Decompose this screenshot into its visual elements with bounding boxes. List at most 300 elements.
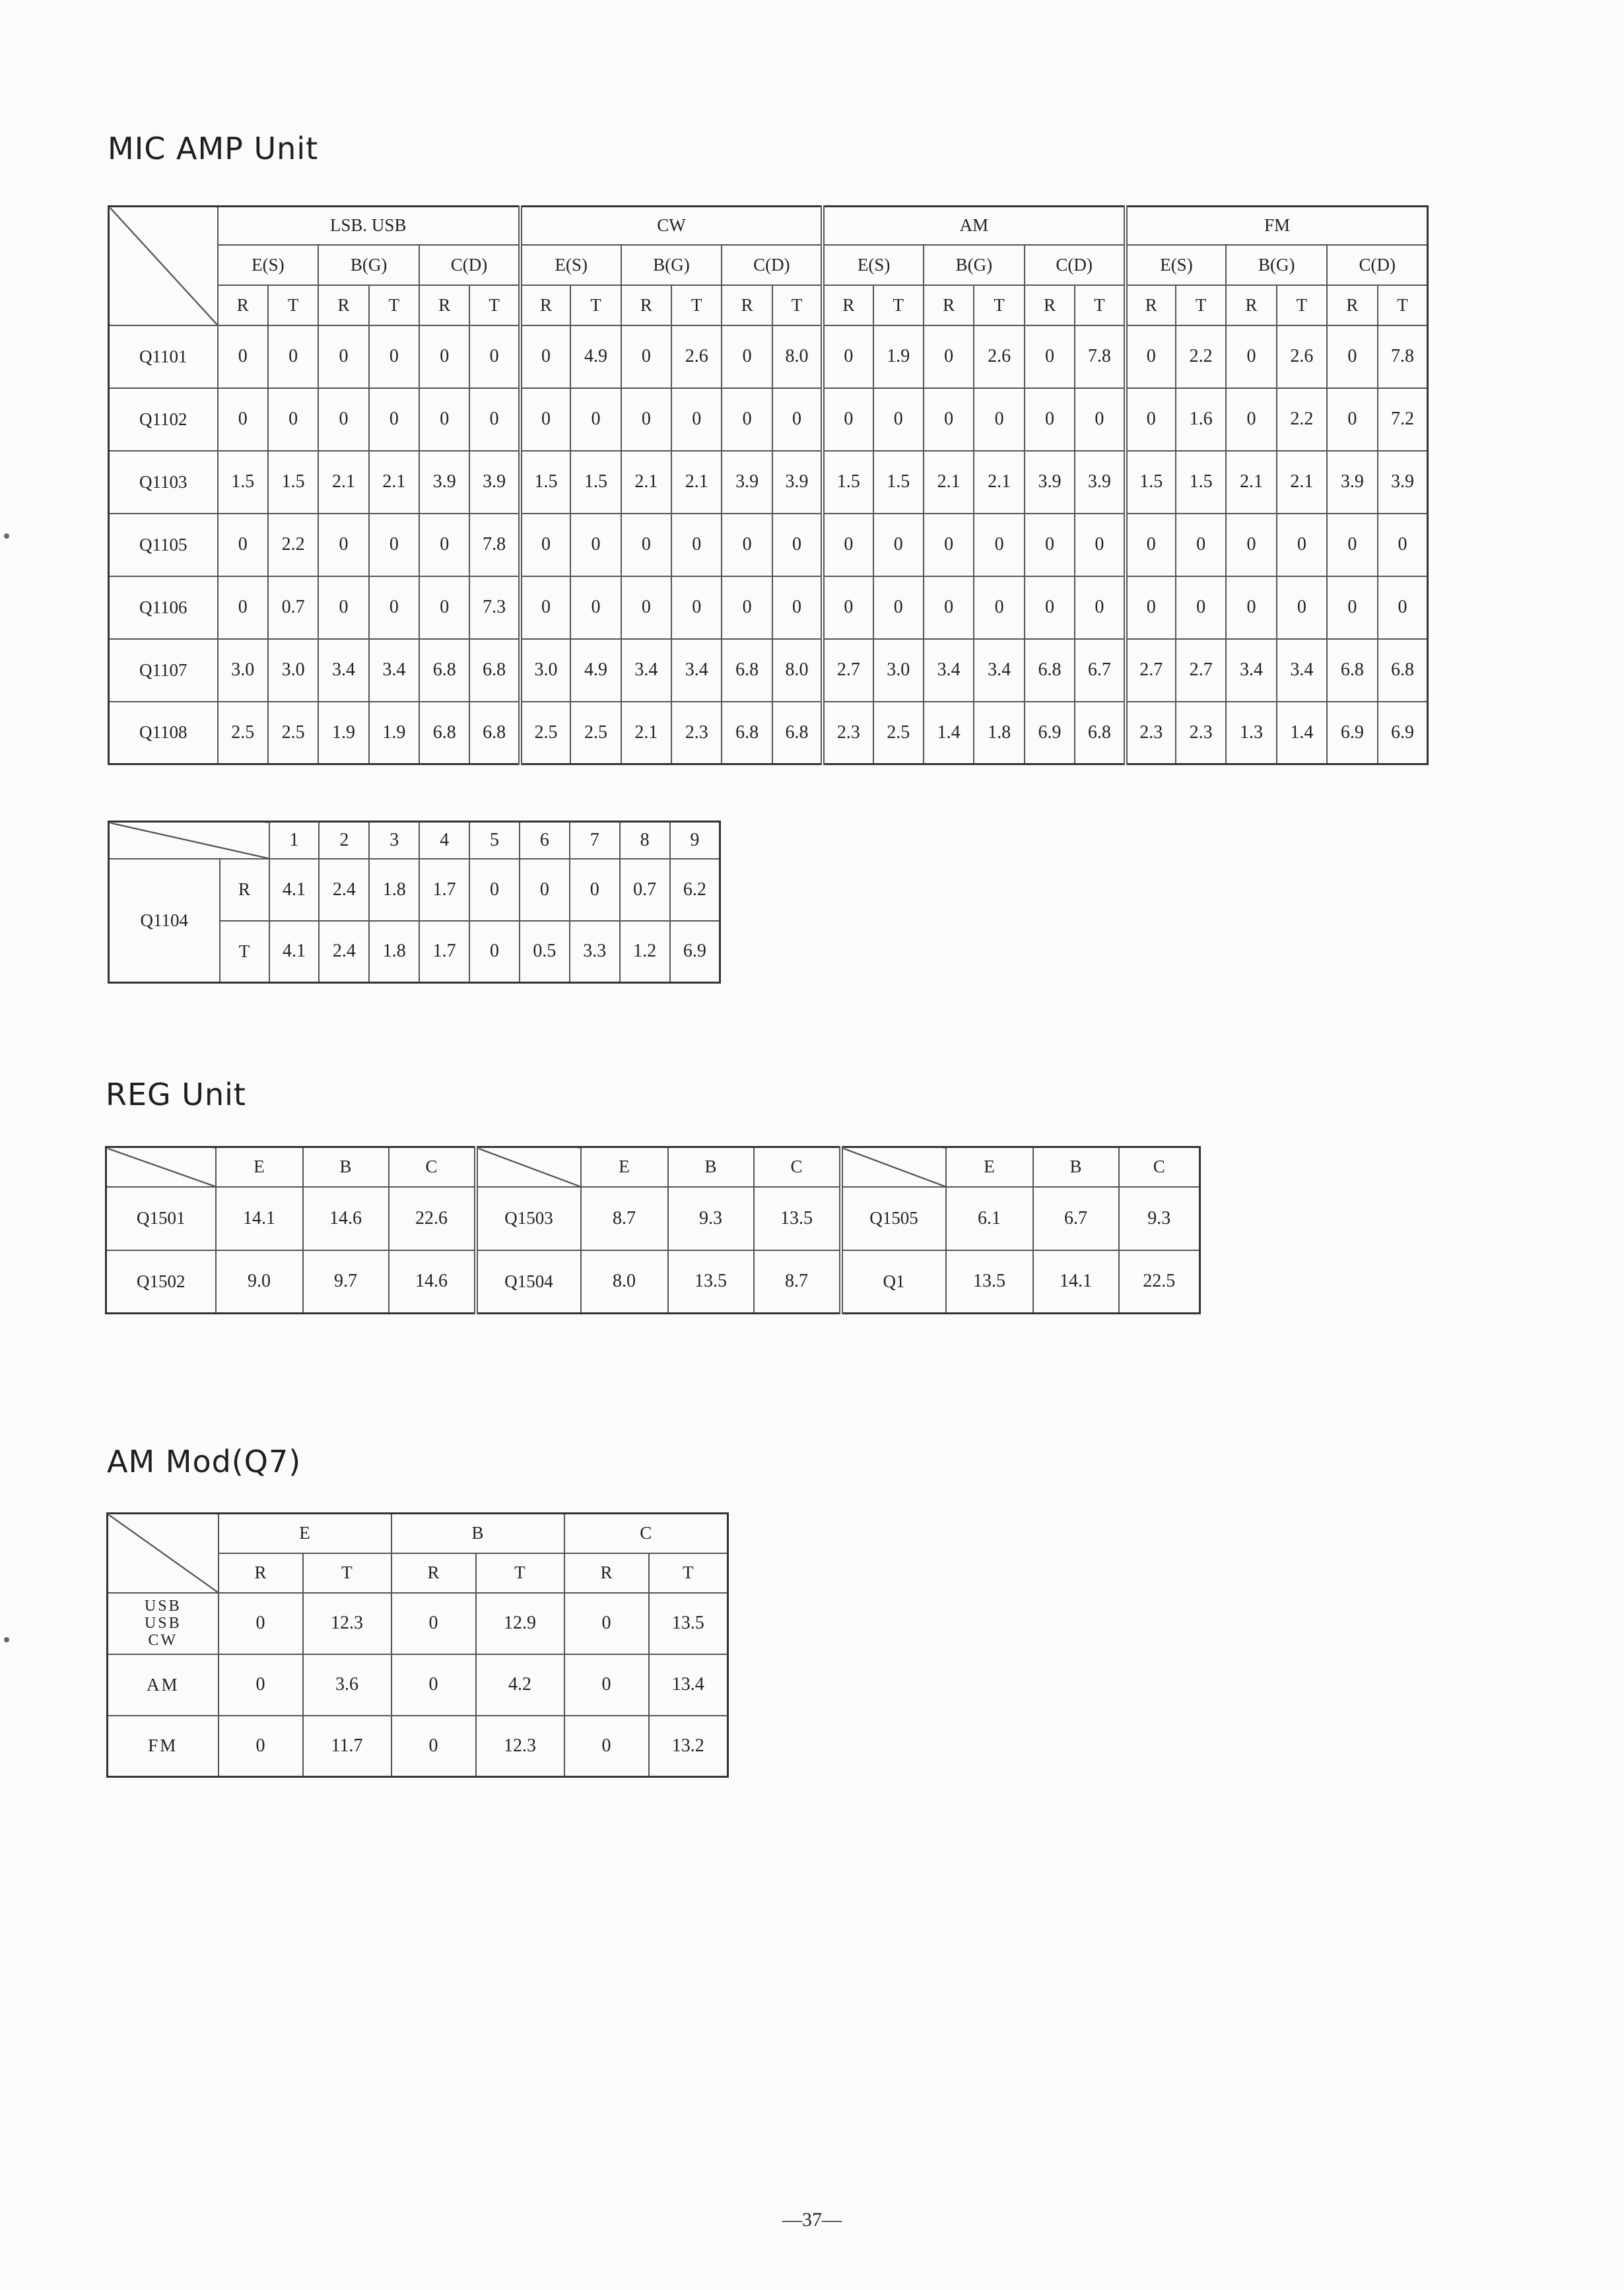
value-cell: 14.6	[389, 1250, 476, 1314]
state-header: R	[419, 285, 469, 325]
value-cell: 2.1	[318, 451, 368, 514]
state-header: T	[369, 285, 419, 325]
value-cell: 2.3	[823, 702, 873, 764]
value-cell: 1.8	[369, 921, 419, 983]
pin-header: 9	[670, 822, 720, 859]
value-cell: 4.1	[269, 921, 320, 983]
value-cell: 0	[391, 1654, 476, 1716]
electrode-header: B(G)	[621, 245, 722, 285]
value-cell: 3.0	[268, 639, 318, 702]
value-cell: 1.9	[369, 702, 419, 764]
value-cell: 2.6	[974, 325, 1024, 388]
value-cell: 22.5	[1119, 1250, 1200, 1314]
row-label: Q1107	[109, 639, 218, 702]
value-cell: 0	[369, 325, 419, 388]
value-cell: 2.5	[218, 702, 268, 764]
value-cell: 0	[1327, 388, 1377, 451]
value-cell: 0	[1176, 576, 1226, 639]
value-cell: 3.9	[1025, 451, 1075, 514]
value-cell: 0	[621, 514, 671, 576]
value-cell: 0	[1126, 576, 1176, 639]
value-cell: 6.8	[469, 639, 520, 702]
section-title-mic-amp: MIC AMP Unit	[108, 131, 319, 166]
value-cell: 1.5	[873, 451, 924, 514]
corner-cell	[109, 822, 269, 859]
electrode-header: C	[1119, 1147, 1200, 1187]
value-cell: 6.8	[419, 702, 469, 764]
state-header: R	[318, 285, 368, 325]
value-cell: 1.6	[1176, 388, 1226, 451]
table-row	[109, 702, 1428, 764]
value-cell: 0	[974, 388, 1024, 451]
mode-label	[108, 1735, 218, 1756]
electrode-header: B	[303, 1147, 389, 1187]
state-header: T	[1075, 285, 1125, 325]
value-cell: 3.9	[469, 451, 520, 514]
state-header: R	[823, 285, 873, 325]
value-cell: 0	[218, 388, 268, 451]
value-cell: 0	[1277, 576, 1327, 639]
value-cell: 0	[671, 388, 722, 451]
value-cell: 1.9	[873, 325, 924, 388]
electrode-header: C(D)	[1025, 245, 1126, 285]
value-cell: 6.8	[1378, 639, 1428, 702]
value-cell: 0	[419, 388, 469, 451]
mode-header: CW	[520, 207, 823, 245]
table-row	[109, 639, 1428, 702]
state-header: R	[722, 285, 772, 325]
value-cell: 3.4	[974, 639, 1024, 702]
value-cell: 0	[469, 859, 520, 921]
value-cell: 0	[1025, 325, 1075, 388]
value-cell: 2.2	[1277, 388, 1327, 451]
value-cell: 0	[570, 859, 620, 921]
electrode-header: E	[219, 1514, 391, 1553]
value-cell: 3.4	[1277, 639, 1327, 702]
value-cell: 14.1	[1033, 1250, 1119, 1314]
value-cell: 3.0	[873, 639, 924, 702]
value-cell: 6.8	[419, 639, 469, 702]
value-cell: 13.2	[649, 1716, 728, 1777]
value-cell: 2.4	[319, 921, 369, 983]
state-header: T	[476, 1553, 564, 1593]
value-cell: 0	[873, 576, 924, 639]
row-label: Q1504	[476, 1250, 581, 1314]
page-number: —37—	[782, 2209, 842, 2231]
q1104-table	[108, 821, 721, 984]
corner-cell	[109, 207, 218, 325]
electrode-header: B(G)	[924, 245, 1025, 285]
value-cell: 2.2	[1176, 325, 1226, 388]
value-cell: 0	[564, 1593, 649, 1654]
value-cell: 0	[1327, 514, 1377, 576]
value-cell: 6.8	[722, 639, 772, 702]
table-row	[109, 388, 1428, 451]
value-cell: 2.1	[974, 451, 1024, 514]
value-cell: 3.9	[1378, 451, 1428, 514]
state-header: T	[1176, 285, 1226, 325]
state-header: T	[268, 285, 318, 325]
value-cell: 1.7	[419, 859, 469, 921]
electrode-header: E(S)	[218, 245, 319, 285]
value-cell: 0	[1226, 388, 1276, 451]
value-cell: 1.4	[1277, 702, 1327, 764]
pin-header: 7	[570, 822, 620, 859]
header-row	[106, 1147, 1200, 1187]
value-cell: 0	[1075, 388, 1125, 451]
electrode-header: C	[754, 1147, 841, 1187]
value-cell: 0	[369, 514, 419, 576]
value-cell: 6.8	[469, 702, 520, 764]
value-cell: 6.8	[1025, 639, 1075, 702]
value-cell: 0	[621, 576, 671, 639]
header-row	[109, 285, 1428, 325]
value-cell: 0	[671, 514, 722, 576]
value-cell: 9.7	[303, 1250, 389, 1314]
value-cell: 1.9	[318, 702, 368, 764]
state-header: T	[469, 285, 520, 325]
value-cell: 0	[873, 514, 924, 576]
table-row	[109, 514, 1428, 576]
electrode-header: B(G)	[318, 245, 419, 285]
value-cell: 0	[823, 576, 873, 639]
value-cell: 0	[924, 576, 974, 639]
value-cell: 8.0	[772, 639, 823, 702]
value-cell: 0	[772, 576, 823, 639]
value-cell: 2.7	[1176, 639, 1226, 702]
value-cell: 0	[469, 325, 520, 388]
value-cell: 3.9	[1075, 451, 1125, 514]
value-cell: 0	[318, 325, 368, 388]
value-cell: 0	[570, 514, 621, 576]
state-header: R	[218, 285, 268, 325]
value-cell: 0	[268, 388, 318, 451]
value-cell: 2.3	[671, 702, 722, 764]
value-cell: 0	[722, 388, 772, 451]
value-cell: 2.5	[873, 702, 924, 764]
value-cell: 12.9	[476, 1593, 564, 1654]
value-cell: 13.5	[668, 1250, 754, 1314]
value-cell: 6.8	[722, 702, 772, 764]
value-cell: 0	[520, 325, 570, 388]
value-cell: 0	[924, 325, 974, 388]
value-cell: 0	[419, 325, 469, 388]
row-label	[108, 1654, 219, 1716]
value-cell: 8.7	[754, 1250, 841, 1314]
value-cell: 0	[974, 576, 1024, 639]
state-header: R	[1226, 285, 1276, 325]
electrode-header: E	[581, 1147, 668, 1187]
value-cell: 7.8	[1075, 325, 1125, 388]
value-cell: 0	[1075, 576, 1125, 639]
value-cell: 3.4	[671, 639, 722, 702]
value-cell: 0	[520, 514, 570, 576]
electrode-header: E(S)	[823, 245, 924, 285]
state-header: R	[924, 285, 974, 325]
value-cell: 7.8	[469, 514, 520, 576]
value-cell: 0	[823, 388, 873, 451]
value-cell: 0	[570, 576, 621, 639]
electrode-header: C(D)	[722, 245, 823, 285]
electrode-header: B(G)	[1226, 245, 1327, 285]
value-cell: 1.5	[268, 451, 318, 514]
pin-header: 1	[269, 822, 320, 859]
value-cell: 0	[564, 1654, 649, 1716]
electrode-header: B	[391, 1514, 564, 1553]
value-cell: 4.1	[269, 859, 320, 921]
electrode-header: B	[1033, 1147, 1119, 1187]
value-cell: 0	[570, 388, 621, 451]
row-label: Q1103	[109, 451, 218, 514]
value-cell: 4.9	[570, 325, 621, 388]
row-label: Q1502	[106, 1250, 216, 1314]
table-row	[109, 325, 1428, 388]
value-cell: 0	[772, 388, 823, 451]
value-cell: 0	[1025, 576, 1075, 639]
electrode-header: C	[389, 1147, 476, 1187]
value-cell: 0	[823, 514, 873, 576]
section-title-reg: REG Unit	[106, 1077, 246, 1112]
row-label: Q1501	[106, 1187, 216, 1250]
value-cell: 6.7	[1075, 639, 1125, 702]
value-cell: 0	[1126, 388, 1176, 451]
state-header: T	[974, 285, 1024, 325]
value-cell: 0	[268, 325, 318, 388]
row-label: Q1	[841, 1250, 946, 1314]
value-cell: 0	[621, 388, 671, 451]
value-cell: 0	[873, 388, 924, 451]
value-cell: 6.9	[1025, 702, 1075, 764]
value-cell: 3.0	[218, 639, 268, 702]
value-cell: 0	[318, 514, 368, 576]
value-cell: 0	[218, 576, 268, 639]
value-cell: 6.9	[1327, 702, 1377, 764]
state-header: T	[873, 285, 924, 325]
value-cell: 0	[369, 388, 419, 451]
value-cell: 0	[419, 514, 469, 576]
value-cell: 0	[722, 576, 772, 639]
value-cell: 3.4	[621, 639, 671, 702]
value-cell: 0	[469, 921, 520, 983]
table-row	[108, 1593, 728, 1654]
value-cell: 0	[564, 1716, 649, 1777]
value-cell: 3.4	[318, 639, 368, 702]
value-cell: 9.3	[1119, 1187, 1200, 1250]
state-header: R	[520, 285, 570, 325]
value-cell: 0	[218, 514, 268, 576]
value-cell: 1.4	[924, 702, 974, 764]
value-cell: 13.4	[649, 1654, 728, 1716]
header-row	[109, 245, 1428, 285]
row-label: Q1101	[109, 325, 218, 388]
value-cell: 0	[1378, 514, 1428, 576]
value-cell: 11.7	[303, 1716, 391, 1777]
value-cell: 2.1	[924, 451, 974, 514]
value-cell: 0.7	[268, 576, 318, 639]
table-row	[108, 1654, 728, 1716]
electrode-header: B	[668, 1147, 754, 1187]
value-cell: 4.9	[570, 639, 621, 702]
value-cell: 0	[1025, 514, 1075, 576]
value-cell: 6.9	[1378, 702, 1428, 764]
value-cell: 0	[1025, 388, 1075, 451]
mode-label-line: FM	[148, 1735, 178, 1756]
value-cell: 1.5	[520, 451, 570, 514]
pin-header: 2	[319, 822, 369, 859]
value-cell: 2.1	[1226, 451, 1276, 514]
value-cell: 2.1	[1277, 451, 1327, 514]
value-cell: 3.9	[772, 451, 823, 514]
table-row	[109, 451, 1428, 514]
value-cell: 2.3	[1176, 702, 1226, 764]
value-cell: 2.6	[1277, 325, 1327, 388]
mode-label-line: CW	[148, 1632, 178, 1649]
section-title-am-mod: AM Mod(Q7)	[107, 1444, 302, 1479]
header-row	[109, 822, 720, 859]
value-cell: 7.2	[1378, 388, 1428, 451]
state-header: R	[391, 1553, 476, 1593]
row-label: Q1505	[841, 1187, 946, 1250]
row-label	[108, 1593, 219, 1654]
value-cell: 22.6	[389, 1187, 476, 1250]
value-cell: 2.5	[570, 702, 621, 764]
value-cell: 7.8	[1378, 325, 1428, 388]
mode-label	[108, 1598, 218, 1649]
state-header: R	[621, 285, 671, 325]
value-cell: 6.2	[670, 859, 720, 921]
state-label: R	[220, 859, 269, 921]
value-cell: 4.2	[476, 1654, 564, 1716]
state-label: T	[220, 921, 269, 983]
value-cell: 2.6	[671, 325, 722, 388]
value-cell: 2.5	[268, 702, 318, 764]
electrode-header: C(D)	[1327, 245, 1428, 285]
value-cell: 0	[671, 576, 722, 639]
value-cell: 6.9	[670, 921, 720, 983]
row-label: Q1503	[476, 1187, 581, 1250]
value-cell: 0	[520, 859, 570, 921]
value-cell: 3.3	[570, 921, 620, 983]
value-cell: 7.3	[469, 576, 520, 639]
row-label	[108, 1716, 219, 1777]
value-cell: 14.1	[216, 1187, 303, 1250]
state-header: R	[1025, 285, 1075, 325]
header-row	[108, 1514, 728, 1553]
corner-cell	[106, 1147, 216, 1187]
value-cell: 0	[218, 325, 268, 388]
value-cell: 0	[520, 388, 570, 451]
state-header: T	[570, 285, 621, 325]
value-cell: 1.5	[1126, 451, 1176, 514]
value-cell: 1.5	[570, 451, 621, 514]
value-cell: 1.8	[369, 859, 419, 921]
value-cell: 0	[469, 388, 520, 451]
value-cell: 8.0	[772, 325, 823, 388]
value-cell: 3.9	[722, 451, 772, 514]
value-cell: 0	[1378, 576, 1428, 639]
value-cell: 0	[1226, 514, 1276, 576]
value-cell: 0	[823, 325, 873, 388]
corner-cell	[476, 1147, 581, 1187]
value-cell: 12.3	[476, 1716, 564, 1777]
value-cell: 6.7	[1033, 1187, 1119, 1250]
value-cell: 2.1	[671, 451, 722, 514]
value-cell: 0	[520, 576, 570, 639]
value-cell: 0	[924, 514, 974, 576]
value-cell: 2.2	[268, 514, 318, 576]
value-cell: 1.7	[419, 921, 469, 983]
mode-label-line: AM	[146, 1674, 180, 1695]
electrode-header: E	[946, 1147, 1033, 1187]
value-cell: 6.8	[1075, 702, 1125, 764]
state-header: T	[1378, 285, 1428, 325]
table-row	[109, 859, 720, 921]
value-cell: 2.1	[369, 451, 419, 514]
value-cell: 0	[621, 325, 671, 388]
value-cell: 3.4	[924, 639, 974, 702]
value-cell: 0	[391, 1716, 476, 1777]
row-label: Q1104	[109, 859, 220, 983]
value-cell: 0	[391, 1593, 476, 1654]
value-cell: 2.3	[1126, 702, 1176, 764]
value-cell: 2.5	[520, 702, 570, 764]
value-cell: 0	[1126, 325, 1176, 388]
electrode-header: E	[216, 1147, 303, 1187]
value-cell: 0	[318, 388, 368, 451]
value-cell: 0.5	[520, 921, 570, 983]
pin-header: 6	[520, 822, 570, 859]
value-cell: 0	[974, 514, 1024, 576]
punch-mark	[4, 533, 9, 539]
value-cell: 1.5	[823, 451, 873, 514]
state-header: T	[649, 1553, 728, 1593]
value-cell: 0	[1126, 514, 1176, 576]
state-header: T	[671, 285, 722, 325]
value-cell: 6.8	[772, 702, 823, 764]
value-cell: 0	[1277, 514, 1327, 576]
value-cell: 13.5	[754, 1187, 841, 1250]
value-cell: 3.0	[520, 639, 570, 702]
value-cell: 2.1	[621, 702, 671, 764]
value-cell: 0	[369, 576, 419, 639]
value-cell: 0	[419, 576, 469, 639]
value-cell: 0	[722, 325, 772, 388]
value-cell: 1.5	[1176, 451, 1226, 514]
table-row	[106, 1250, 1200, 1314]
table-row	[109, 576, 1428, 639]
table-row	[106, 1187, 1200, 1250]
value-cell: 0	[1226, 325, 1276, 388]
value-cell: 6.8	[1327, 639, 1377, 702]
value-cell: 0	[219, 1593, 303, 1654]
mode-label	[108, 1675, 218, 1695]
value-cell: 3.4	[369, 639, 419, 702]
electrode-header: C	[564, 1514, 728, 1553]
header-row	[109, 207, 1428, 245]
row-label: Q1106	[109, 576, 218, 639]
state-header: T	[1277, 285, 1327, 325]
value-cell: 3.6	[303, 1654, 391, 1716]
pin-header: 3	[369, 822, 419, 859]
electrode-header: C(D)	[419, 245, 520, 285]
row-label: Q1102	[109, 388, 218, 451]
value-cell: 13.5	[649, 1593, 728, 1654]
value-cell: 9.3	[668, 1187, 754, 1250]
value-cell: 9.0	[216, 1250, 303, 1314]
mode-header: FM	[1126, 207, 1428, 245]
punch-mark	[4, 1637, 9, 1642]
electrode-header: E(S)	[1126, 245, 1227, 285]
